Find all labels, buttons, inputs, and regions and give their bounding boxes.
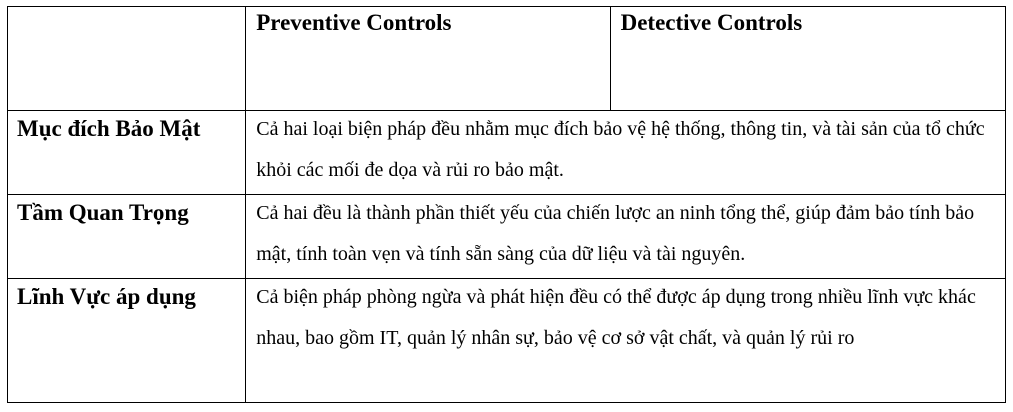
- header-detective-controls: Detective Controls: [620, 10, 803, 35]
- row-description-cell: [246, 111, 1006, 195]
- table-row: [8, 195, 1006, 279]
- row-label: Lĩnh Vực áp dụng: [17, 284, 196, 309]
- row-description-cell: [246, 279, 1006, 403]
- comparison-table: [7, 6, 1006, 403]
- header-blank-cell: [8, 7, 246, 111]
- row-description-cell: [246, 195, 1006, 279]
- table-row: [8, 279, 1006, 403]
- row-description: Cả hai loại biện pháp đều nhằm mục đích bảo vệ hệ thống, thông tin, và tài sản của tổ chức khỏi các mối đe dọa và rủi ro bảo mật.: [256, 118, 985, 181]
- row-label: Tầm Quan Trọng: [17, 200, 189, 225]
- header-detective-cell: [610, 7, 1005, 111]
- row-label-cell: [8, 279, 246, 403]
- table-row: [8, 111, 1006, 195]
- header-row: [8, 7, 1006, 111]
- row-label-cell: [8, 111, 246, 195]
- row-label-cell: [8, 195, 246, 279]
- row-label: Mục đích Bảo Mật: [17, 116, 201, 141]
- header-preventive-cell: [246, 7, 610, 111]
- row-description: Cả biện pháp phòng ngừa và phát hiện đều có thể được áp dụng trong nhiều lĩnh vực khác nhau, bao gồm IT, quản lý nhân sự, bảo vệ cơ sở vật chất, và quản lý rủi ro: [256, 286, 976, 349]
- header-preventive-controls: Preventive Controls: [256, 10, 452, 35]
- row-description: Cả hai đều là thành phần thiết yếu của chiến lược an ninh tổng thể, giúp đảm bảo tính bảo mật, tính toàn vẹn và tính sẵn sàng của dữ liệu và tài nguyên.: [256, 202, 975, 265]
